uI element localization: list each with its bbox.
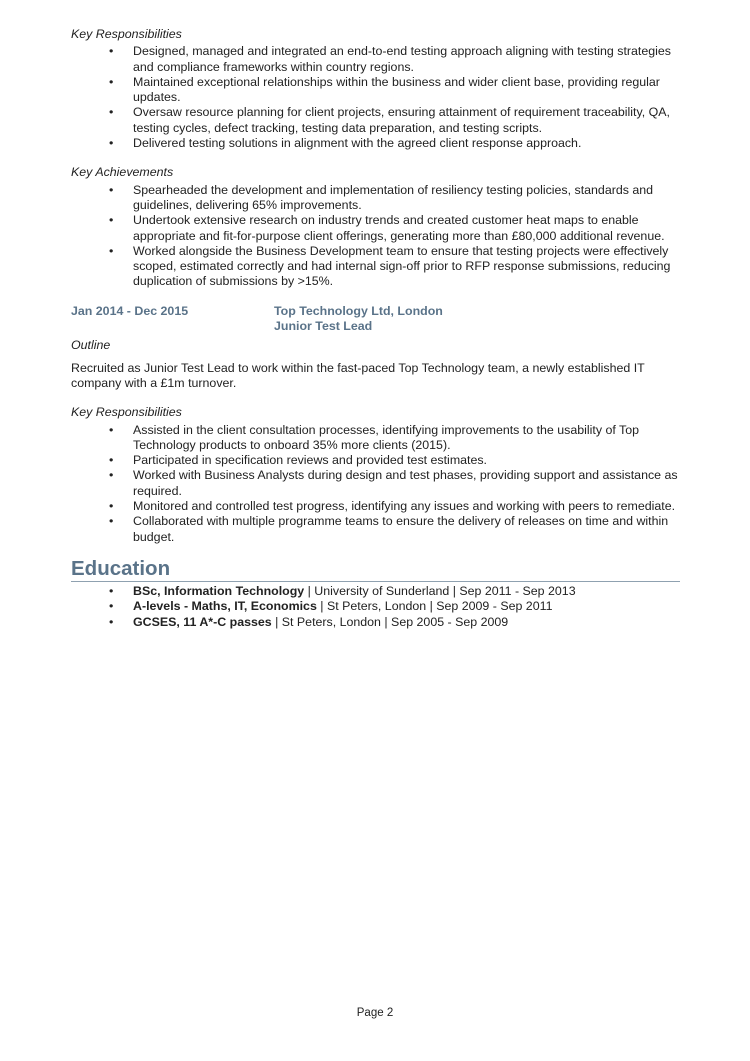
education-qualification: BSc, Information Technology bbox=[133, 583, 305, 598]
list-item: • Participated in specification reviews and provided test estimates. bbox=[133, 453, 680, 468]
education-details: | St Peters, London | Sep 2009 - Sep 2011 bbox=[316, 599, 553, 614]
achievements-list bbox=[71, 183, 680, 290]
list-item: • Monitored and controlled test progress, identifying any issues and working with peers to remediate. bbox=[133, 499, 680, 514]
education-details: | University of Sunderland | Sep 2011 - Sep 2013 bbox=[304, 583, 576, 598]
list-item: • Maintained exceptional relationships within the business and wider client base, providing regular updates. bbox=[133, 75, 680, 106]
list-item: • Oversaw resource planning for client projects, ensuring attainment of requirement traceability, QA, testing cycles, defect tracking, testing data preparation, and testing scripts. bbox=[133, 105, 680, 136]
list-item: • Undertook extensive research on industry trends and created customer heat maps to enable appropriate and fit-for-purpose client offerings, generating more than £80,000 additional revenue. bbox=[133, 213, 680, 244]
education-qualification: A-levels - Maths, IT, Economics bbox=[133, 599, 317, 614]
key-responsibilities-heading: Key Responsibilities bbox=[71, 27, 182, 41]
key-responsibilities-heading: Key Responsibilities bbox=[71, 405, 182, 420]
job-title: Junior Test Lead bbox=[274, 319, 373, 334]
job-company: Top Technology Ltd, London bbox=[274, 303, 443, 318]
job-header bbox=[71, 304, 680, 335]
outline-heading: Outline bbox=[71, 338, 111, 353]
education-item bbox=[133, 584, 680, 599]
education-item bbox=[133, 599, 680, 614]
responsibilities-list bbox=[71, 423, 680, 545]
job-info bbox=[274, 304, 443, 335]
responsibilities-list bbox=[71, 44, 680, 151]
education-qualification: GCSES, 11 A*-C passes bbox=[133, 614, 272, 629]
list-item: • Delivered testing solutions in alignment with the agreed client response approach. bbox=[133, 136, 680, 151]
outline-text: Recruited as Junior Test Lead to work within the fast-paced Top Technology team, a newly established IT company with a £1m turnover. bbox=[71, 360, 645, 390]
list-item: • Assisted in the client consultation processes, identifying improvements to the usability of Top Technology products to onboard 35% more clients (2015). bbox=[133, 423, 680, 454]
job-dates: Jan 2014 - Dec 2015 bbox=[71, 303, 189, 318]
list-item: • Spearheaded the development and implementation of resiliency testing policies, standards and guidelines, delivering 65% improvements. bbox=[133, 183, 680, 214]
education-item bbox=[133, 615, 680, 630]
list-item: • Worked alongside the Business Development team to ensure that testing projects were effectively scoped, estimated correctly and had internal sign-off prior to RFP response submissions, reducing duplication of submissions by >15%. bbox=[133, 244, 680, 290]
list-item: • Collaborated with multiple programme teams to ensure the delivery of releases on time and within budget. bbox=[133, 514, 680, 545]
education-list bbox=[71, 584, 680, 630]
page-number: Page 2 bbox=[356, 1007, 394, 1019]
list-item: • Worked with Business Analysts during design and test phases, providing support and assistance as required. bbox=[133, 468, 680, 499]
education-details: | St Peters, London | Sep 2005 - Sep 2009 bbox=[271, 614, 509, 629]
section-title-education: Education bbox=[71, 557, 680, 582]
list-item: • Designed, managed and integrated an end-to-end testing approach aligning with testing strategies and compliance frameworks within country regions. bbox=[133, 44, 680, 75]
key-achievements-heading: Key Achievements bbox=[71, 165, 174, 180]
resume-page bbox=[71, 27, 680, 630]
